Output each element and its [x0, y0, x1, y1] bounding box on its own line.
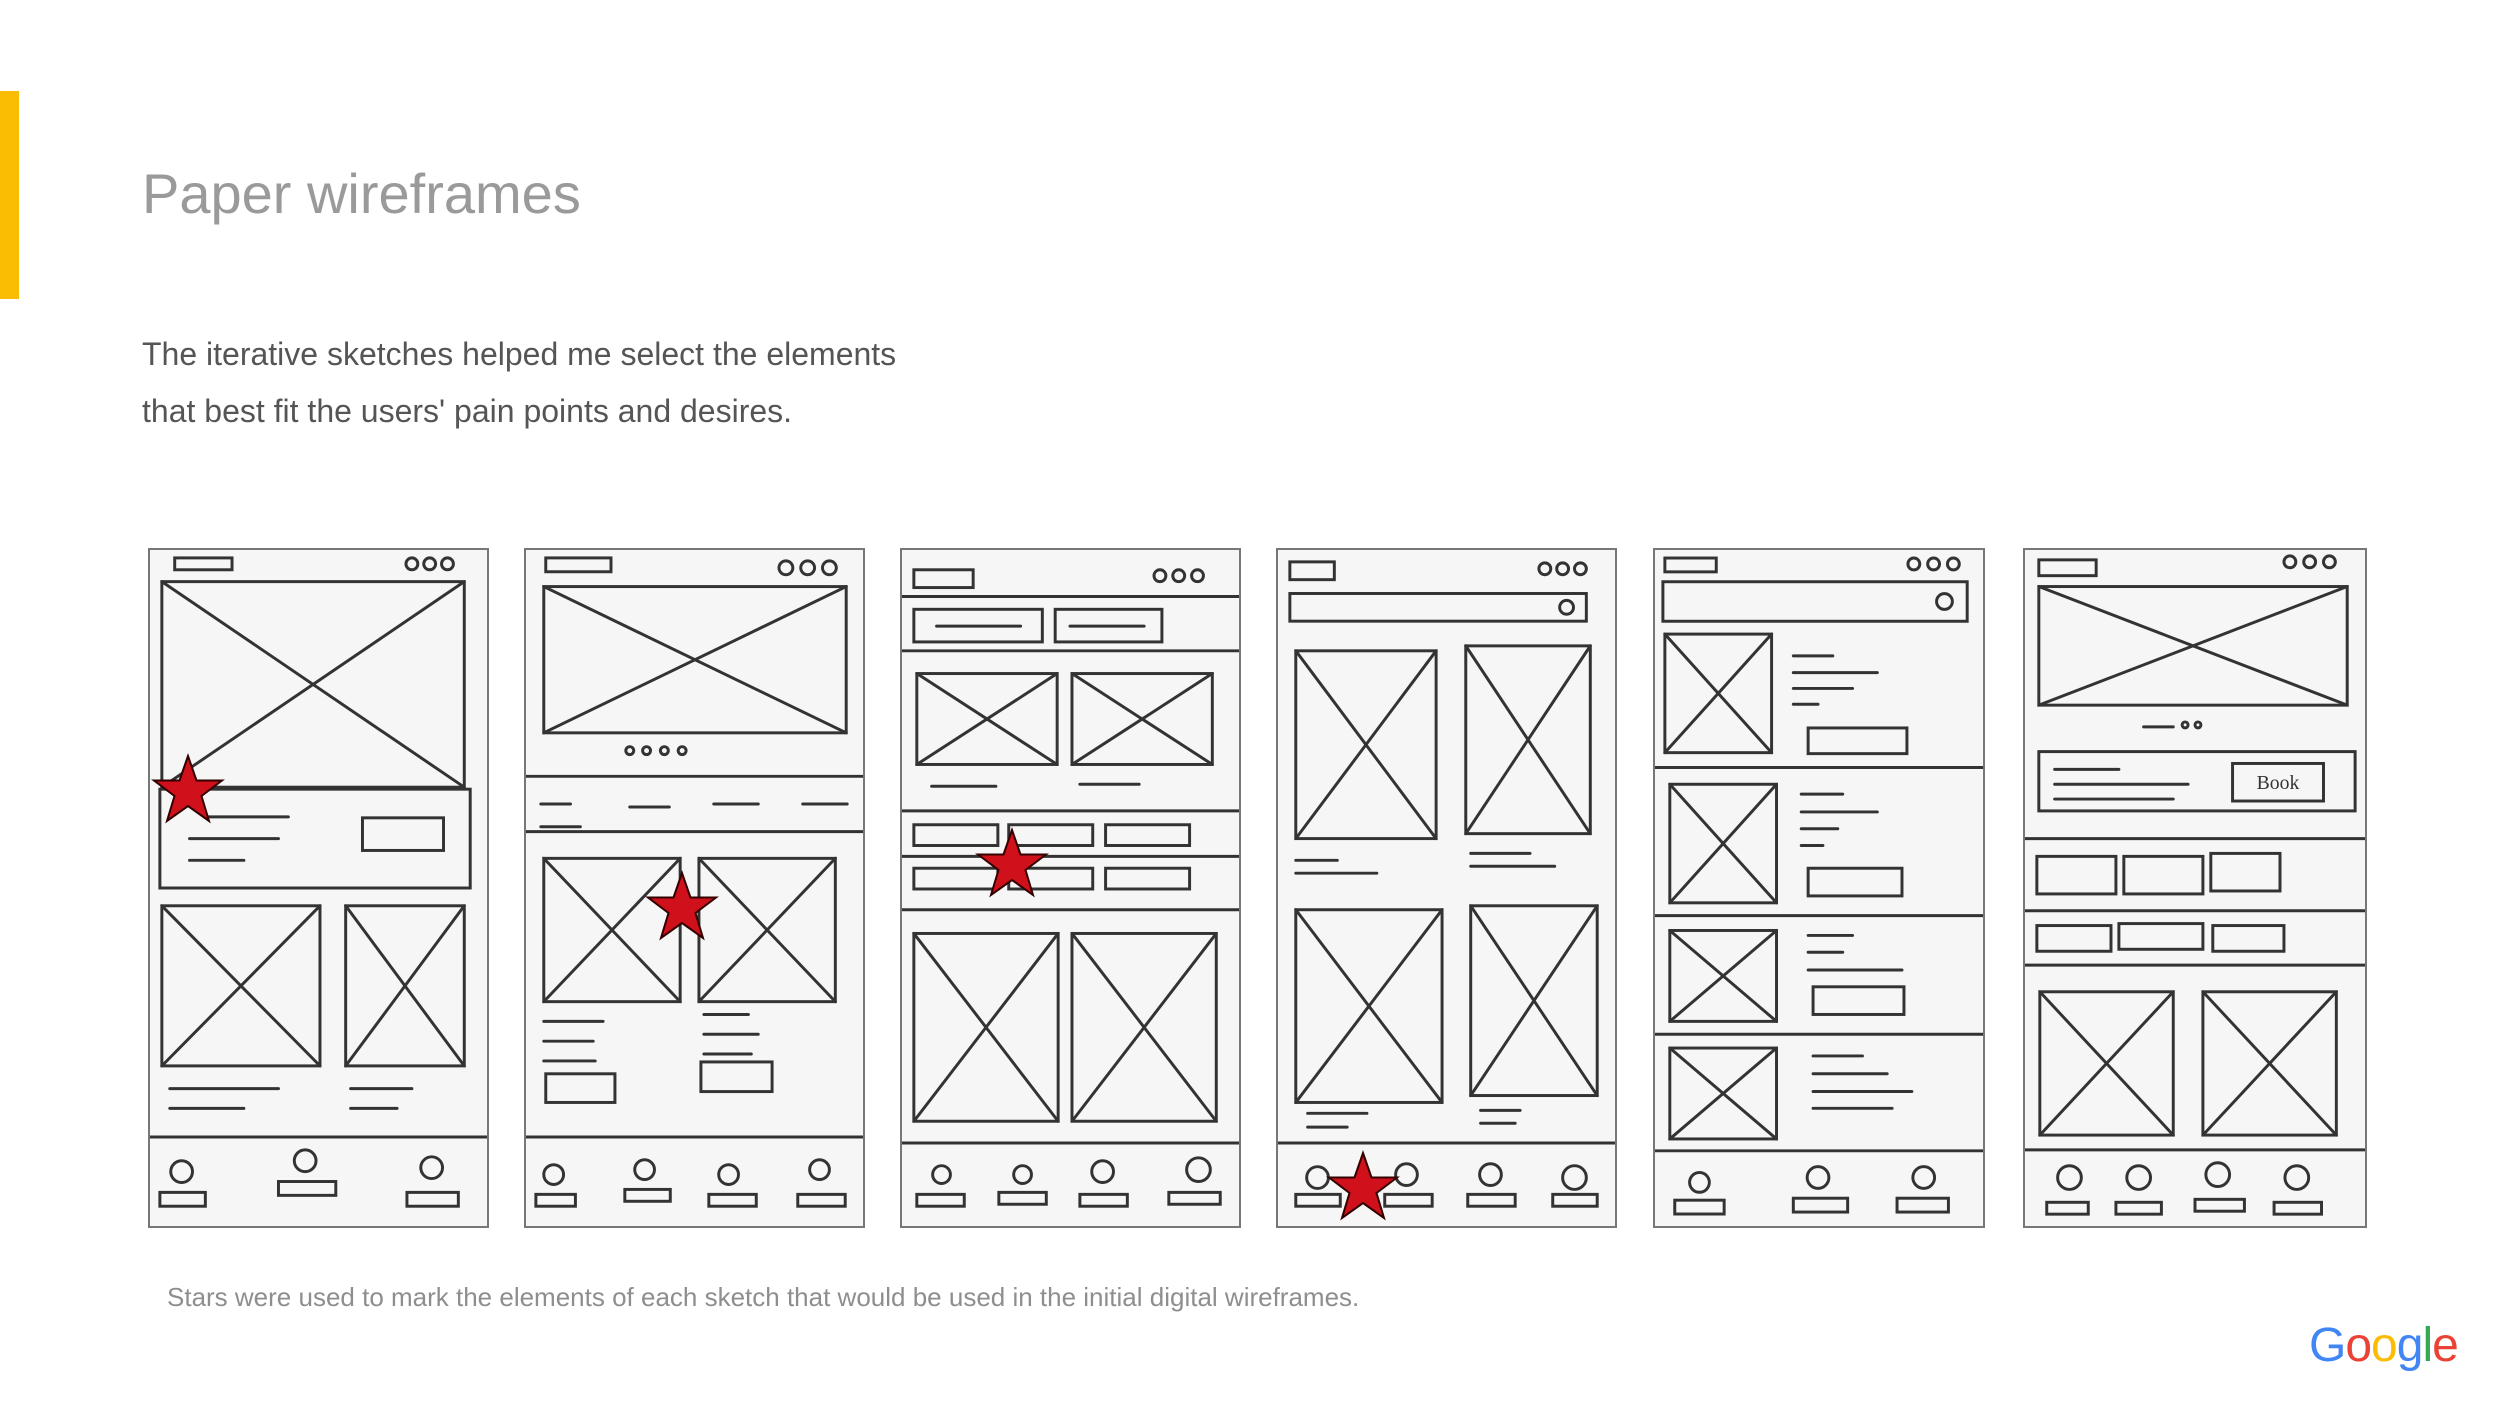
book-button-label: Book [2256, 772, 2300, 795]
logo-letter: e [2432, 1319, 2458, 1372]
intro-line-1: The iterative sketches helped me select the elements [142, 336, 897, 372]
logo-letter: o [2371, 1319, 2397, 1372]
logo-letter: o [2345, 1319, 2372, 1372]
wireframe-sketch-6 [2023, 548, 2367, 1228]
intro-line-2: that best fit the users' pain points and desires. [142, 393, 793, 429]
caption: Stars were used to mark the elements of each sketch that would be used in the initial digital wireframes. [167, 1282, 1360, 1312]
logo-letter: l [2422, 1319, 2433, 1372]
accent-bar [0, 91, 19, 299]
wireframe-sketch-3 [900, 548, 1241, 1228]
slide-title: Paper wireframes [142, 162, 581, 225]
wireframe-sketch-4 [1276, 548, 1617, 1228]
wireframe-sketch-5 [1653, 548, 1985, 1228]
wireframe-sketch-2 [524, 548, 865, 1228]
google-logo [2309, 1318, 2458, 1373]
logo-letter: g [2396, 1319, 2423, 1372]
wireframe-sketch-1 [148, 548, 489, 1228]
intro-text [142, 326, 1242, 440]
logo-letter: G [2309, 1319, 2346, 1372]
